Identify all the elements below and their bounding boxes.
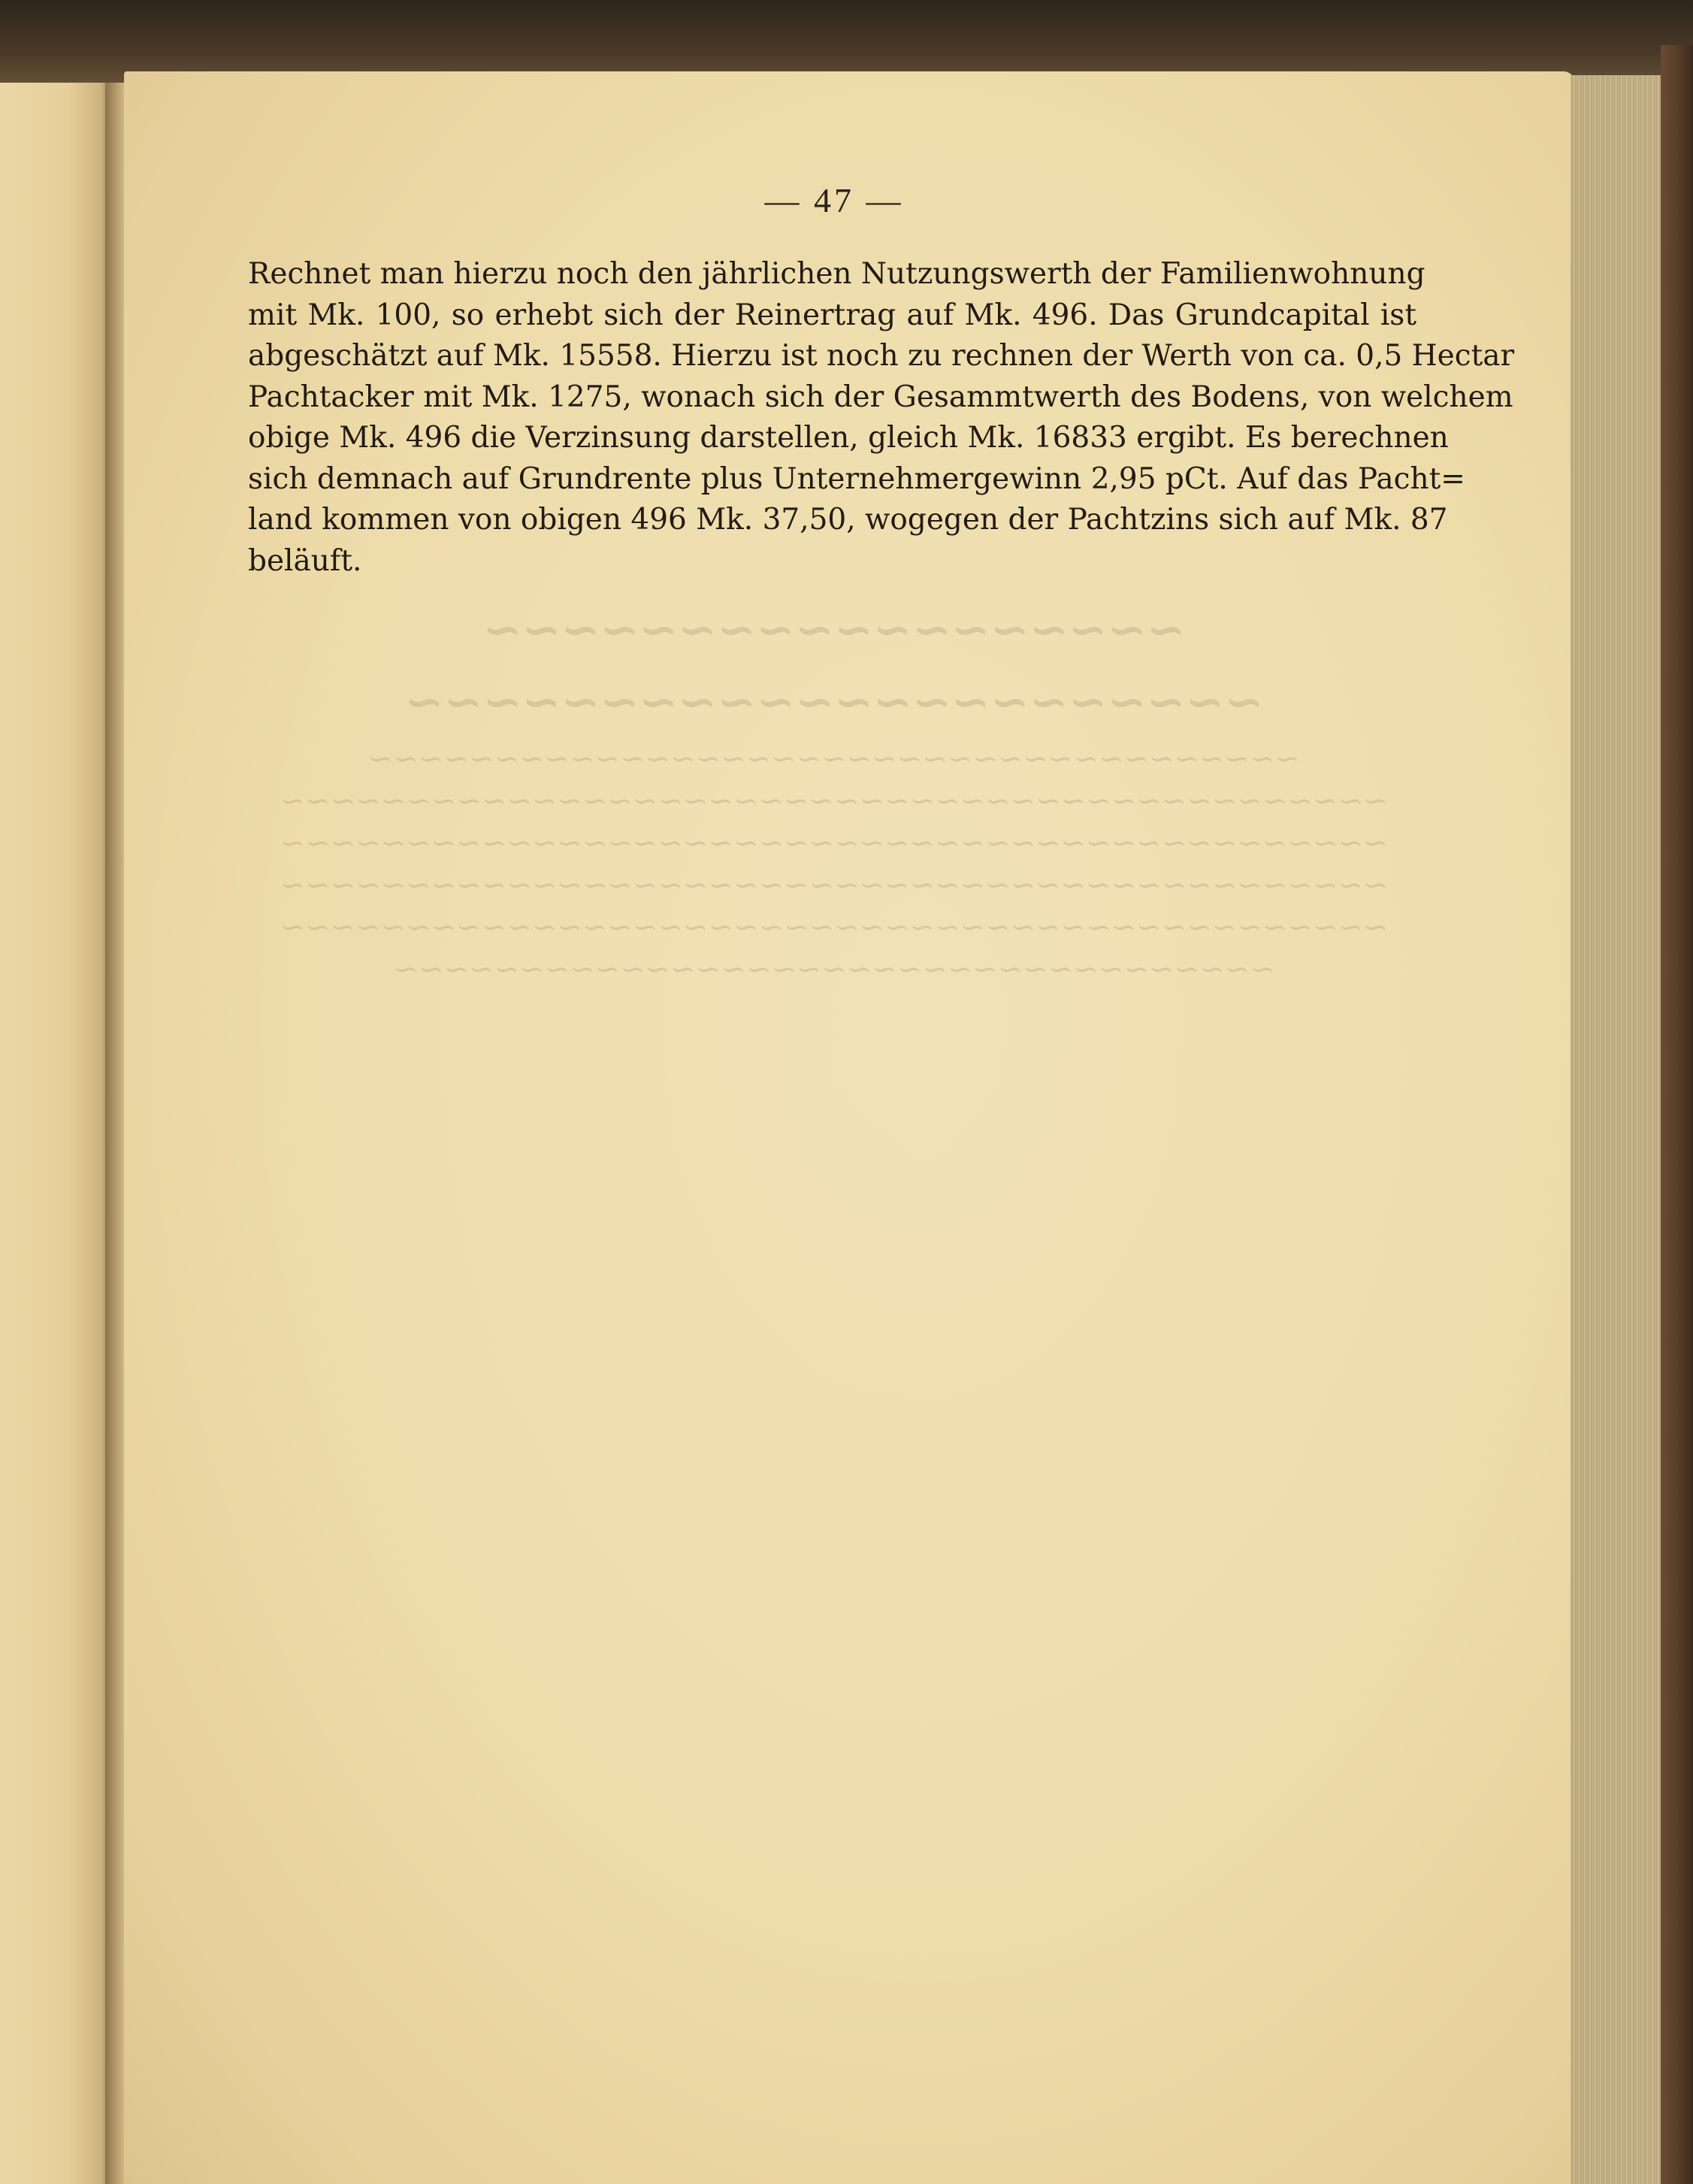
paragraph-line: abgeschätzt auf Mk. 15558. Hierzu ist noch zu rechnen der Werth von ca. 0,5 Hectar	[248, 339, 1515, 373]
paragraph-line: Rechnet man hierzu noch den jährlichen Nutzungswerth der Familienwohnung	[248, 257, 1425, 291]
body-paragraph	[248, 254, 1515, 582]
paragraph-line: mit Mk. 100, so erhebt sich der Reinertrag auf Mk. 496. Das Grundcapital ist	[248, 298, 1416, 332]
paragraph-line: beläuft.	[248, 543, 362, 578]
paragraph-line: land kommen von obigen 496 Mk. 37,50, wogegen der Pachtzins sich auf Mk. 87	[248, 503, 1448, 537]
paragraph-line: obige Mk. 496 die Verzinsung darstellen, gleich Mk. 16833 ergibt. Es berechnen	[248, 421, 1449, 455]
paragraph-line: Pachtacker mit Mk. 1275, wonach sich der Gesammtwerth des Bodens, von welchem	[248, 380, 1513, 414]
facing-page-edge	[0, 83, 113, 2184]
book-cover-edge	[1661, 45, 1693, 2184]
paragraph-line: sich demnach auf Grundrente plus Unternehmergewinn 2,95 pCt. Auf das Pacht=	[248, 461, 1465, 496]
page-stack-edges	[1571, 75, 1664, 2184]
page-number: — 47 —	[764, 181, 904, 219]
